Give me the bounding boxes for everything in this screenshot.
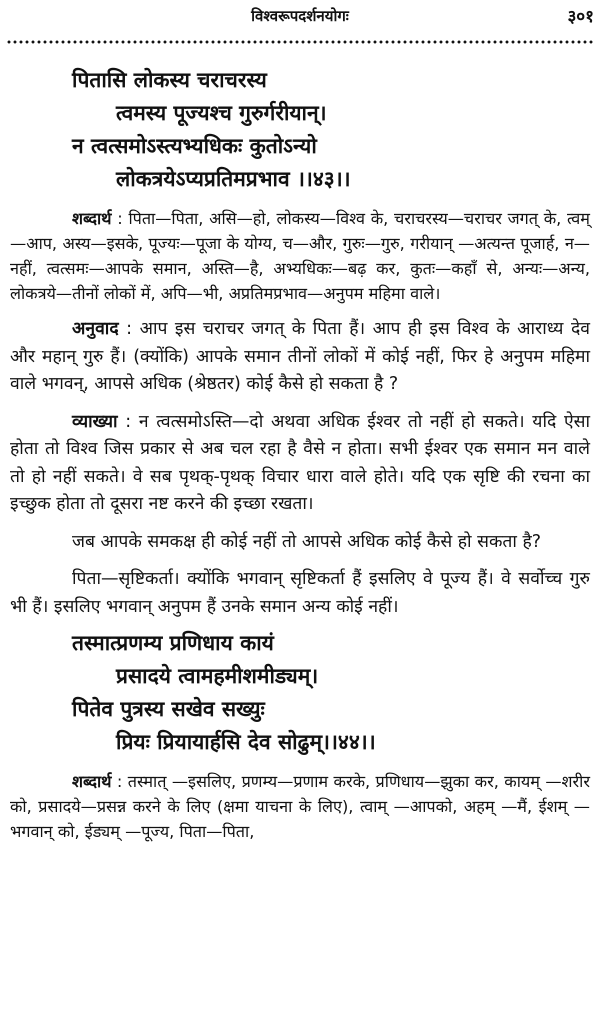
verse-line: पितासि लोकस्य चराचरस्य <box>72 68 267 92</box>
page-number: ३०१ <box>567 7 594 27</box>
verse-43 <box>72 64 600 196</box>
translation-43 <box>10 316 590 399</box>
page-content <box>0 48 600 844</box>
verse-line: लोकत्रयेऽप्यप्रतिमप्रभाव ।।४३।। <box>116 167 351 191</box>
commentary-paragraph: पिता—सृष्टिकर्ता। क्योंकि भगवान् सृष्टिकर्ता हैं इसलिए वे पूज्य हैं। वे सर्वोच्च गुरु भी हैं। इसलिए भगवान् अनुपम हैं उनके समान अन्य कोई नहीं। <box>10 569 590 617</box>
dotted-divider <box>6 40 594 44</box>
word-meaning-44 <box>10 769 590 844</box>
word-meaning-label: शब्दार्थ <box>72 209 112 228</box>
verse-line: प्रसादये त्वामहमीशमीड्यम्। <box>116 664 319 688</box>
commentary-label: व्याख्या <box>72 411 118 432</box>
commentary-43 <box>10 409 590 519</box>
page-header <box>0 0 600 34</box>
verse-line: पितेव पुत्रस्य सखेव सख्युः <box>72 697 265 721</box>
translation-label: अनुवाद <box>72 319 119 339</box>
word-meaning-label: शब्दार्थ <box>72 772 112 791</box>
running-title: विश्वरूपदर्शनयोगः <box>251 7 349 25</box>
verse-line: त्वमस्य पूज्यश्च गुरुर्गरीयान्। <box>116 101 327 125</box>
verse-line: न त्वत्समोऽस्त्यभ्यधिकः कुतोऽन्यो <box>72 134 317 158</box>
verse-line: प्रियः प्रियायार्हसि देव सोढुम्।।४४।। <box>116 730 376 754</box>
word-meaning-43 <box>10 206 590 306</box>
commentary-paragraph: जब आपके समकक्ष ही कोई नहीं तो आपसे अधिक कोई कैसे हो सकता है? <box>72 531 542 552</box>
word-meaning-text: : पिता—पिता, असि—हो, लोकस्य—विश्व के, चराचरस्य—चराचर जगत् के, त्वम् —आप, अस्य—इसके, पूज्यः—पूजा के योग्य, च—और, गुरुः—गुरु, गरीयान् —अत्यन्त पूजार्ह, न—नहीं, त्वत्समः—आपके समान, अस्ति—है, अभ्यधिकः—बढ़ कर, कुतः—कहाँ से, अन्यः—अन्य, लोकत्रये—तीनों लोकों में, अपि—भी, अप्रतिमप्रभाव—अनुपम महिमा वाले। <box>10 209 590 303</box>
word-meaning-text: : तस्मात् —इसलिए, प्रणम्य—प्रणाम करके, प्रणिधाय—झुका कर, कायम् —शरीर को, प्रसादये—प्रसन्न करने के लिए (क्षमा याचना के लिए), त्वाम् —आपको, अहम् —मैं, ईशम् —भगवान् को, ईड्यम् —पूज्य, पिता—पिता, <box>10 772 590 841</box>
translation-text: : आप इस चराचर जगत् के पिता हैं। आप ही इस विश्व के आराध्य देव और महान् गुरु हैं। (क्योंकि) आपके समान तीनों लोकों में कोई नहीं, फिर हे अनुपम महिमा वाले भगवन्, आपसे अधिक (श्रेष्ठतर) कोई कैसे हो सकता है ? <box>10 319 590 394</box>
verse-44 <box>72 627 600 759</box>
commentary-text: : न त्वत्समोऽस्ति—दो अथवा अधिक ईश्वर तो नहीं हो सकते। यदि ऐसा होता तो विश्व जिस प्रकार से अब चल रहा है वैसे न होता। सभी ईश्वर एक समान मन वाले तो हो नहीं सकते। वे सब पृथक्-पृथक् विचार धारा वाले होते। यदि एक सृष्टि की रचना का इच्छुक होता तो दूसरा नष्ट करने की इच्छा रखता। <box>10 411 590 514</box>
verse-line: तस्मात्प्रणम्य प्रणिधाय कायं <box>72 631 274 655</box>
